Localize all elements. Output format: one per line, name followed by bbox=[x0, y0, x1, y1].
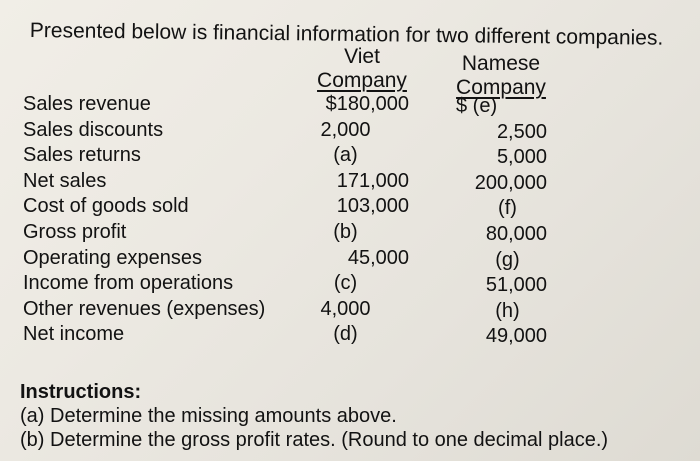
namese-value: 49,000 bbox=[485, 325, 547, 348]
column-header-namese-line2: Company bbox=[456, 76, 546, 99]
intro-text: Presented below is financial information for two different companies. bbox=[29, 19, 664, 50]
row-labels bbox=[23, 92, 265, 348]
row-label: Sales returns bbox=[23, 144, 141, 167]
row-label: Gross profit bbox=[23, 220, 127, 243]
row-label: Sales discounts bbox=[23, 118, 164, 141]
column-header-viet-line1: Viet bbox=[344, 45, 380, 68]
instruction-item: (b) Determine the gross profit rates. (Round to one decimal place.) bbox=[20, 429, 609, 451]
row-label: Cost of goods sold bbox=[23, 195, 189, 218]
row-label: Income from operations bbox=[23, 272, 234, 295]
column-header-viet-line2: Company bbox=[317, 69, 407, 92]
namese-value: 80,000 bbox=[485, 222, 547, 245]
namese-value: 2,500 bbox=[496, 120, 547, 143]
viet-value: 4,000 bbox=[320, 297, 371, 320]
viet-value: (d) bbox=[333, 323, 358, 346]
viet-value: 2,000 bbox=[320, 118, 371, 141]
viet-value: $180,000 bbox=[325, 93, 409, 115]
viet-value: (c) bbox=[333, 272, 358, 295]
namese-value: $ (e) bbox=[456, 95, 498, 117]
namese-value: 200,000 bbox=[474, 171, 547, 194]
column-header-viet bbox=[312, 45, 412, 93]
viet-value: 45,000 bbox=[347, 246, 409, 269]
viet-value: (b) bbox=[333, 220, 358, 243]
viet-value: (a) bbox=[333, 144, 358, 167]
namese-value: (g) bbox=[495, 248, 520, 271]
namese-value: (f) bbox=[498, 197, 517, 220]
namese-value: (h) bbox=[495, 299, 520, 322]
instructions bbox=[20, 380, 608, 452]
viet-value: 171,000 bbox=[336, 169, 409, 192]
row-label: Net income bbox=[23, 323, 125, 346]
column-header-namese bbox=[451, 52, 551, 100]
namese-value: 51,000 bbox=[485, 274, 547, 297]
namese-values bbox=[450, 94, 547, 350]
viet-value: 103,000 bbox=[336, 195, 409, 218]
row-label: Sales revenue bbox=[23, 93, 151, 115]
instruction-item: (a) Determine the missing amounts above. bbox=[20, 405, 397, 427]
row-label: Other revenues (expenses) bbox=[23, 297, 266, 320]
row-label: Net sales bbox=[23, 169, 107, 192]
column-header-namese-line1: Namese bbox=[461, 52, 541, 75]
namese-value: 5,000 bbox=[496, 146, 547, 169]
row-label: Operating expenses bbox=[23, 246, 203, 269]
instructions-title: Instructions: bbox=[20, 381, 142, 403]
viet-values bbox=[300, 92, 409, 348]
